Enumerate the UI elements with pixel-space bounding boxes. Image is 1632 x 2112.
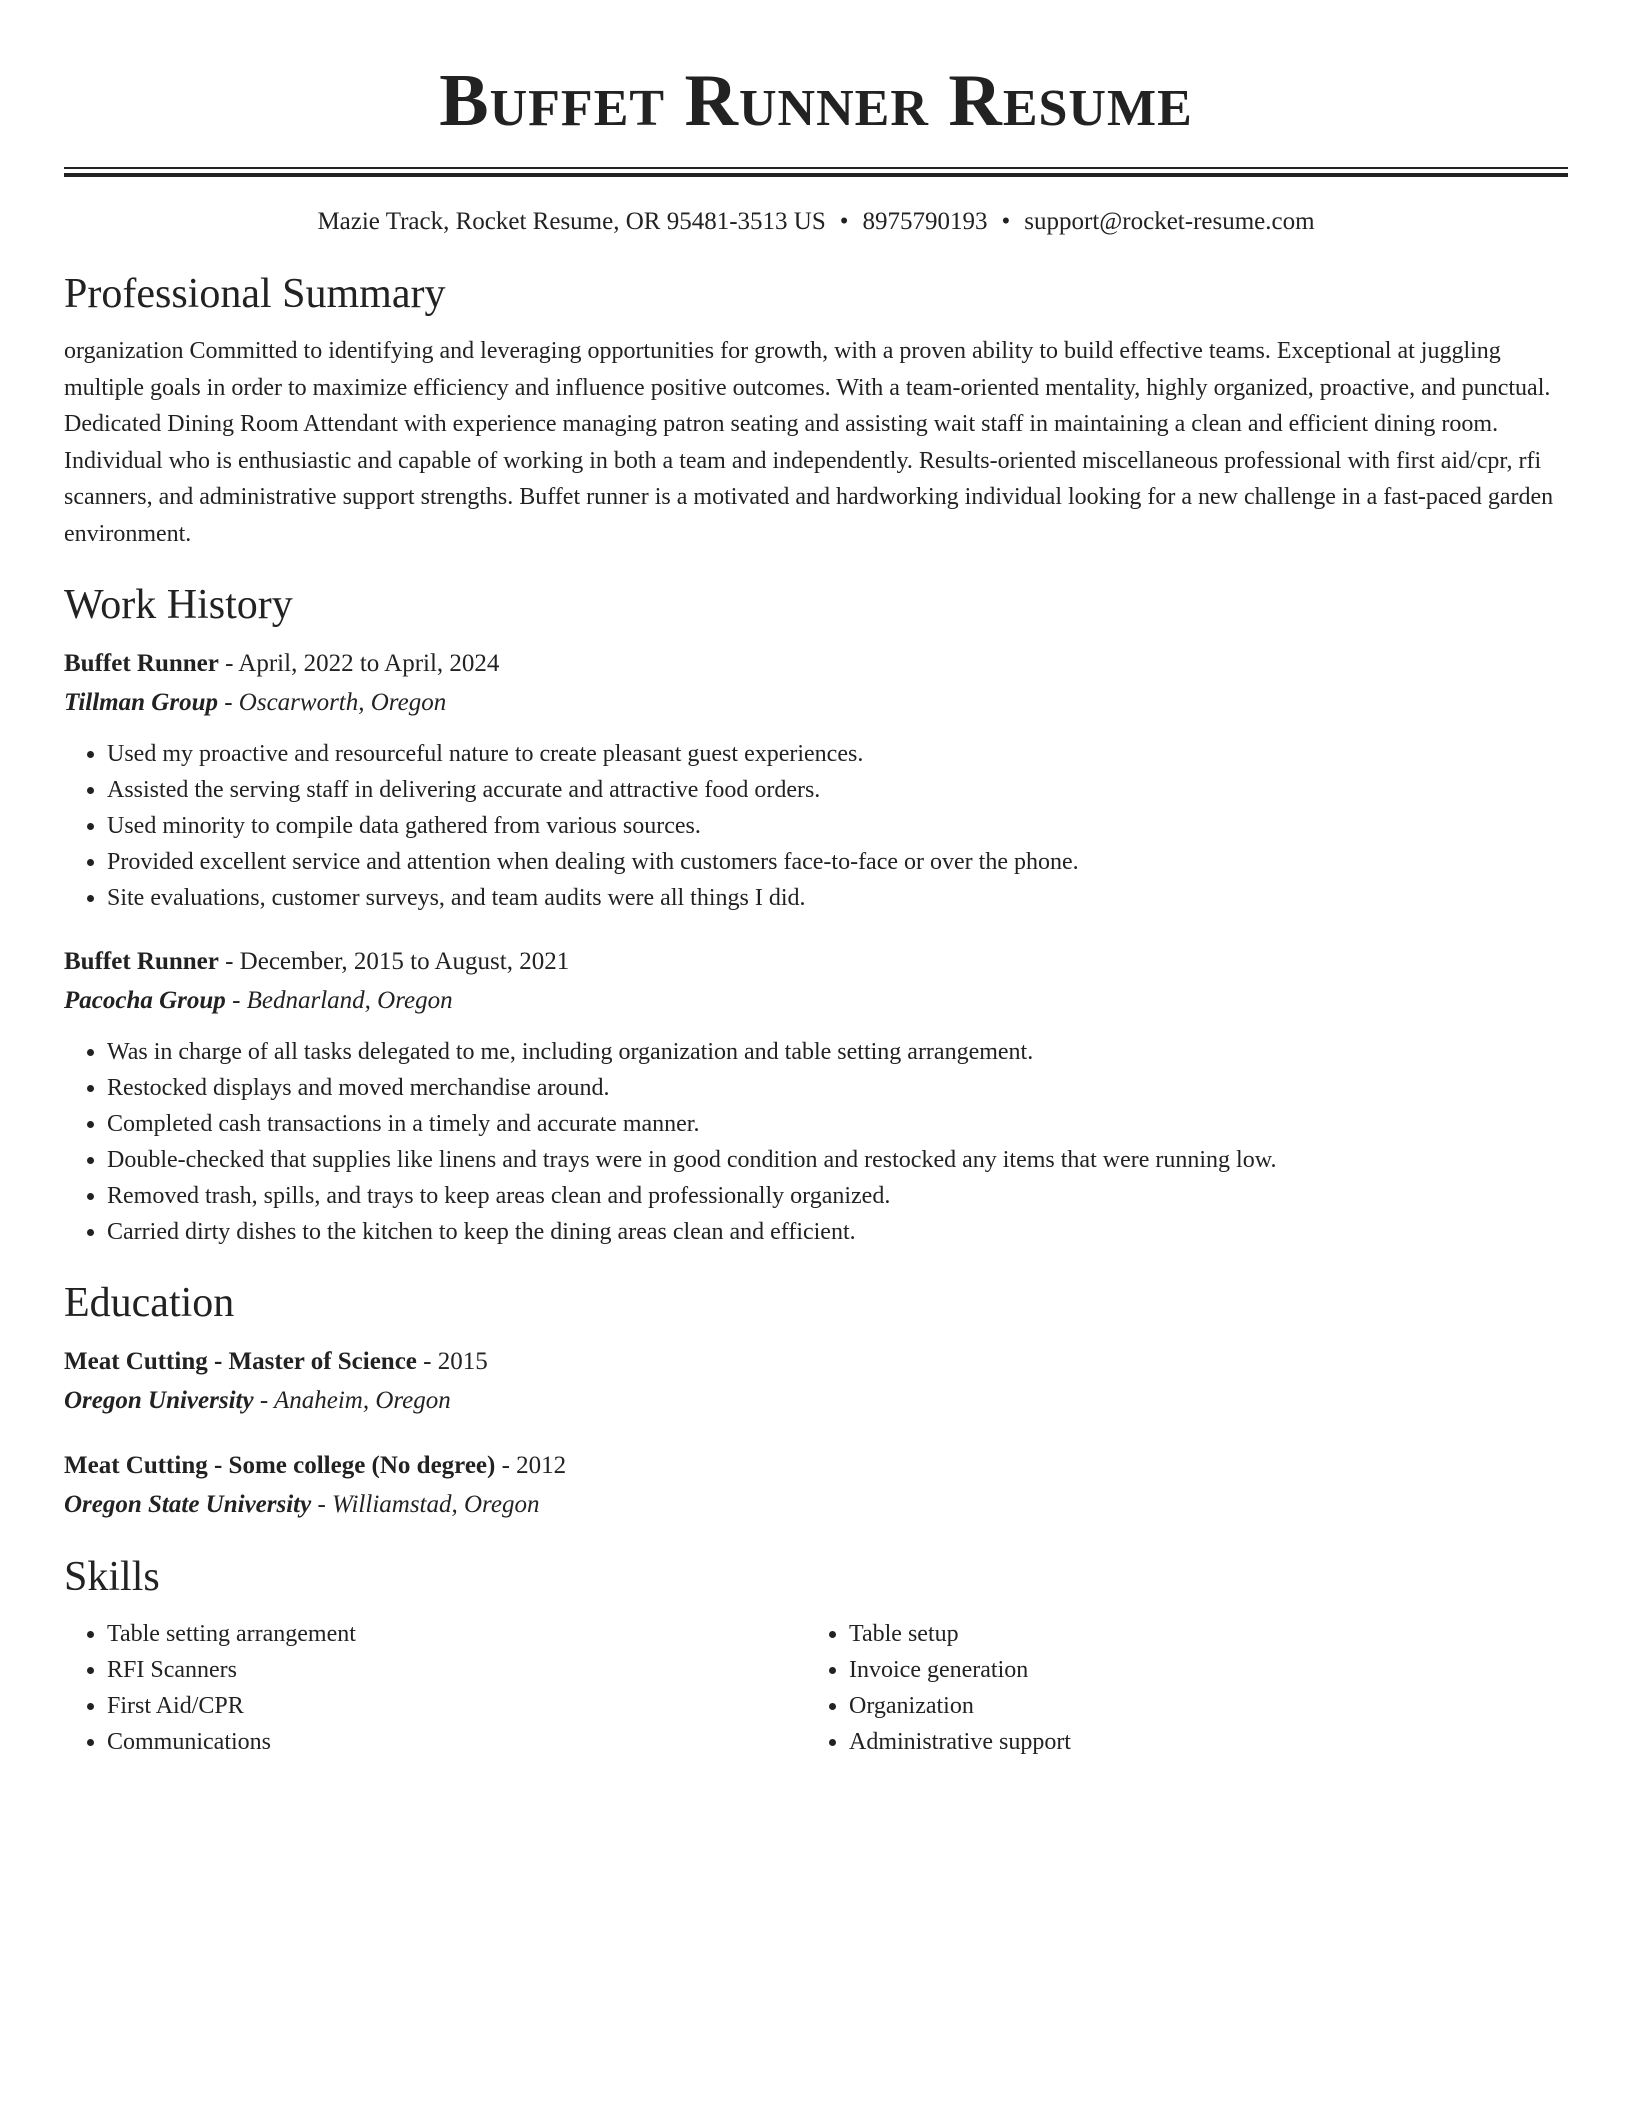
resume-title: Buffet Runner Resume — [439, 60, 1193, 142]
contact-phone: 8975790193 — [862, 208, 988, 235]
list-item: • Removed trash, spills, and trays to keep areas clean and professionally organized. — [107, 1178, 1568, 1214]
degree: Meat Cutting - Some college (No degree) — [64, 1452, 496, 1479]
contact-email: support@rocket-resume.com — [1024, 208, 1315, 235]
list-item: • Was in charge of all tasks delegated to me, including organization and table setting arrangement. — [107, 1034, 1568, 1070]
job-location: - Oscarworth, Oregon — [217, 689, 447, 716]
skills-list-right — [806, 1616, 1548, 1760]
list-item: • Carried dirty dishes to the kitchen to keep the dining areas clean and efficient. — [107, 1214, 1568, 1250]
skill-item: • Communications — [107, 1724, 806, 1760]
skill-item: • Administrative support — [849, 1724, 1548, 1760]
school-name: Oregon State University — [64, 1491, 312, 1518]
job-dates: - December, 2015 to August, 2021 — [218, 948, 570, 975]
degree: Meat Cutting - Master of Science — [64, 1348, 417, 1375]
skill-item: • Organization — [849, 1688, 1548, 1724]
title-divider — [64, 167, 1568, 177]
education-entry — [64, 1342, 1568, 1420]
job-company: Pacocha Group — [64, 987, 226, 1014]
job-company: Tillman Group — [64, 689, 218, 716]
summary-heading: Professional Summary — [64, 271, 446, 317]
list-item: • Used minority to compile data gathered from various sources. — [107, 808, 1568, 844]
job-title-line — [64, 942, 1568, 981]
job-company-line — [64, 981, 1568, 1020]
list-item: • Provided excellent service and attention when dealing with customers face-to-face or over the phone. — [107, 844, 1568, 880]
list-item: • Site evaluations, customer surveys, and team audits were all things I did. — [107, 880, 1568, 916]
job-title: Buffet Runner — [64, 650, 219, 677]
skills-columns — [64, 1616, 1568, 1760]
school-location: - Anaheim, Oregon — [253, 1387, 451, 1414]
education-heading: Education — [64, 1280, 235, 1326]
school-line — [64, 1381, 1568, 1420]
school-name: Oregon University — [64, 1387, 254, 1414]
job-entry — [64, 942, 1568, 1250]
resume-page — [64, 0, 1568, 1760]
contact-separator: • — [1001, 208, 1011, 235]
school-location: - Williamstad, Oregon — [311, 1491, 540, 1518]
contact-address: Mazie Track, Rocket Resume, OR 95481-3513 US — [317, 208, 826, 235]
list-item: • Used my proactive and resourceful nature to create pleasant guest experiences. — [107, 736, 1568, 772]
skill-item: • Table setup — [849, 1616, 1548, 1652]
job-duties-list — [64, 1034, 1568, 1250]
skill-item: • First Aid/CPR — [107, 1688, 806, 1724]
contact-separator: • — [839, 208, 849, 235]
list-item: • Completed cash transactions in a timely and accurate manner. — [107, 1106, 1568, 1142]
job-entry — [64, 644, 1568, 916]
list-item: • Restocked displays and moved merchandise around. — [107, 1070, 1568, 1106]
work-history-heading: Work History — [64, 582, 293, 628]
skills-list-left — [64, 1616, 806, 1760]
job-location: - Bednarland, Oregon — [225, 987, 453, 1014]
degree-line — [64, 1446, 1568, 1485]
skill-item: • RFI Scanners — [107, 1652, 806, 1688]
list-item: • Assisted the serving staff in delivering accurate and attractive food orders. — [107, 772, 1568, 808]
job-title: Buffet Runner — [64, 948, 219, 975]
skill-item: • Table setting arrangement — [107, 1616, 806, 1652]
degree-line — [64, 1342, 1568, 1381]
school-line — [64, 1485, 1568, 1524]
education-entry — [64, 1446, 1568, 1524]
summary-text: organization Committed to identifying and leveraging opportunities for growth, with a proven ability to build effective teams. Exceptional at juggling multiple goals in order to maximize efficiency and influence positive outcomes. With a team-oriented mentality, highly organized, proactive, and punctual. Dedicated Dining Room Attendant with experience managing patron seating and assisting wait staff in maintaining a clean and efficient dining room. Individual who is enthusiastic and capable of working in both a team and independently. Results-oriented miscellaneous professional with first aid/cpr, rfi scanners, and administrative support strengths. Buffet runner is a motivated and hardworking individual looking for a new challenge in a fast-paced garden environment. — [64, 338, 1554, 547]
list-item: • Double-checked that supplies like linens and trays were in good condition and restocked any items that were running low. — [107, 1142, 1568, 1178]
skills-heading: Skills — [64, 1554, 160, 1600]
job-duties-list — [64, 736, 1568, 916]
job-dates: - April, 2022 to April, 2024 — [218, 650, 500, 677]
job-company-line — [64, 683, 1568, 722]
graduation-year: - 2012 — [495, 1452, 567, 1479]
contact-line — [64, 205, 1568, 239]
job-title-line — [64, 644, 1568, 683]
graduation-year: - 2015 — [416, 1348, 488, 1375]
skill-item: • Invoice generation — [849, 1652, 1548, 1688]
